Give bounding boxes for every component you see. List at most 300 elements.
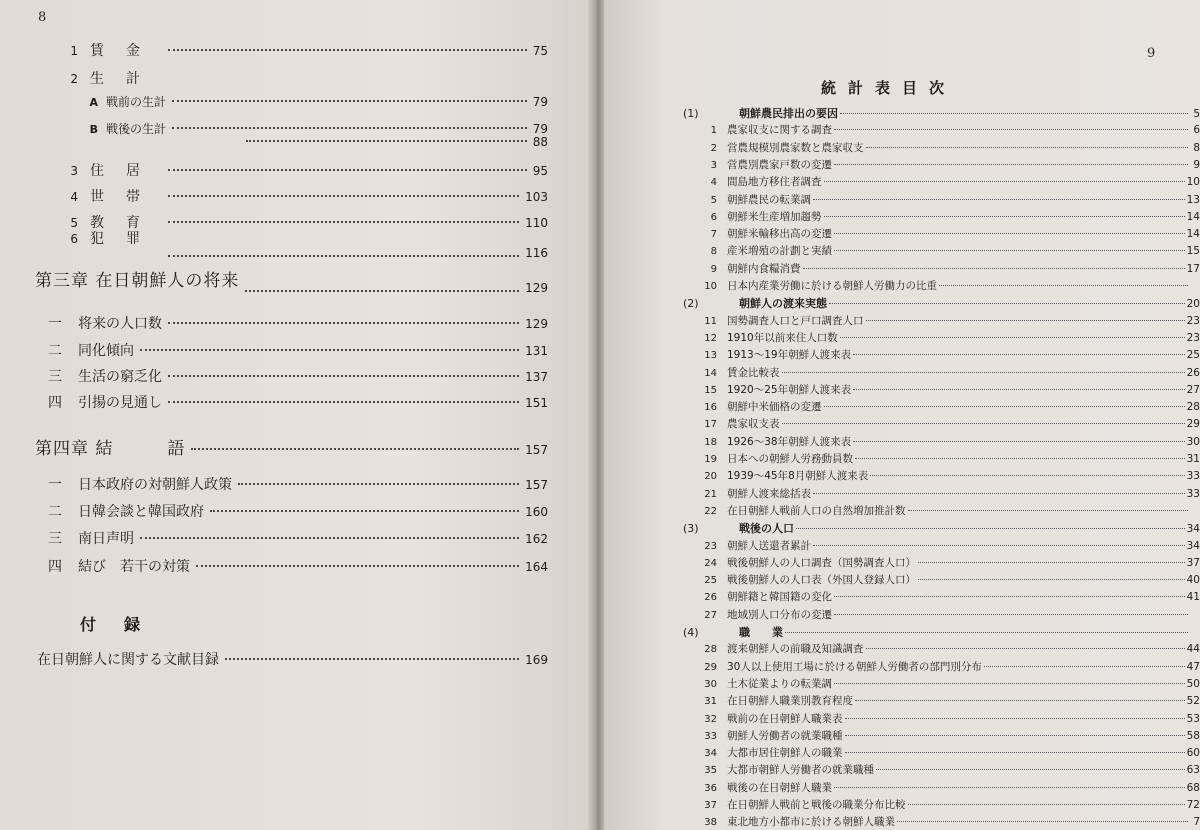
- dot-leader: [866, 320, 1185, 321]
- toc-section-3-1[interactable]: [48, 313, 548, 333]
- stat-page: 52: [1186, 695, 1200, 708]
- stat-label: 地域別人口分布の変遷: [727, 608, 832, 621]
- stat-section-heading[interactable]: [683, 624, 1200, 640]
- dot-leader: [172, 100, 527, 102]
- stat-page: 72: [1186, 799, 1200, 811]
- stat-table-row[interactable]: [683, 347, 1200, 362]
- dot-leader: [168, 221, 519, 223]
- stat-table-row[interactable]: [683, 382, 1200, 397]
- stat-number: 38: [704, 817, 717, 829]
- stat-page: 15: [1186, 245, 1200, 258]
- stat-label: 朝鮮人渡来総括表: [727, 487, 811, 500]
- stat-number: 5: [710, 194, 717, 206]
- stat-number: 26: [704, 592, 717, 604]
- stat-number: (4): [683, 626, 699, 639]
- dot-leader: [834, 596, 1185, 597]
- stat-table-row[interactable]: [683, 814, 1200, 829]
- stat-table-row[interactable]: [683, 641, 1200, 656]
- dot-leader: [834, 683, 1185, 684]
- stat-label: 朝鮮人労働者の就業職種: [727, 729, 843, 742]
- item-number: 2: [70, 72, 78, 86]
- section-page: 137: [525, 370, 548, 384]
- stat-label: 産米増殖の計劃と実績: [727, 245, 832, 258]
- stat-table-row[interactable]: [683, 711, 1200, 726]
- dot-leader: [824, 216, 1185, 217]
- toc-section-3-2[interactable]: [48, 340, 548, 360]
- toc-item-crime[interactable]: [48, 228, 548, 260]
- section-page: 157: [525, 478, 548, 492]
- stat-number: 9: [710, 263, 717, 275]
- dot-leader: [870, 475, 1184, 476]
- section-number: 三: [48, 369, 62, 385]
- stat-table-row[interactable]: [683, 157, 1200, 172]
- toc-item-prewar-livelihood[interactable]: [78, 93, 548, 110]
- stat-page: 47: [1186, 660, 1200, 673]
- dot-leader: [168, 375, 519, 377]
- left-page-number: 8: [38, 10, 47, 25]
- dot-leader: [853, 441, 1185, 442]
- dot-leader: [813, 199, 1185, 200]
- stat-number: 30: [704, 678, 717, 690]
- section-label: 日韓会談と韓国政府: [78, 504, 204, 520]
- stat-number: 29: [704, 661, 717, 673]
- item-number: 4: [70, 190, 78, 204]
- stat-table-row[interactable]: [683, 728, 1200, 743]
- item-number: 3: [70, 164, 78, 178]
- section-number: 四: [48, 559, 62, 575]
- appendix-heading: 付録: [80, 615, 169, 634]
- right-page: [604, 0, 1200, 830]
- right-page-number: 9: [1147, 46, 1156, 61]
- item-label: 教育: [90, 215, 162, 231]
- dot-leader: [829, 303, 1185, 304]
- stat-page: 53: [1186, 712, 1200, 725]
- stat-table-row[interactable]: [683, 192, 1200, 207]
- stat-label: 営農規模別農家数と農家収支: [727, 141, 864, 154]
- stat-label: 職 業: [739, 626, 783, 639]
- stat-number: 34: [704, 748, 717, 760]
- stat-table-row[interactable]: [683, 451, 1200, 466]
- stat-label: 1913～19年朝鮮人渡来表: [727, 349, 852, 362]
- stat-label: 朝鮮中米価格の変遷: [727, 401, 822, 414]
- stat-table-row[interactable]: [683, 503, 1200, 518]
- dot-leader: [245, 290, 519, 292]
- stat-page: 34: [1186, 539, 1200, 552]
- dot-leader: [168, 49, 527, 51]
- dot-leader: [813, 545, 1185, 546]
- stat-label: 賃金比較表: [727, 366, 780, 379]
- dot-leader: [984, 666, 1185, 667]
- stat-label: 朝鮮農民排出の要因: [739, 107, 838, 120]
- stat-label: 1920～25年朝鮮人渡来表: [727, 383, 852, 396]
- stat-number: 32: [704, 713, 717, 725]
- dot-leader: [834, 233, 1185, 234]
- stat-page: 10: [1186, 176, 1200, 189]
- stat-page: 17: [1186, 262, 1200, 275]
- dot-leader: [845, 718, 1185, 719]
- dot-leader: [824, 181, 1185, 182]
- stat-label: 間島地方移住者調査: [727, 176, 822, 189]
- stat-label: 日本への朝鮮人労務動員数: [727, 453, 853, 465]
- stat-number: 20: [704, 471, 717, 483]
- stat-page: 68: [1186, 781, 1200, 794]
- stat-label: 営農別農家戸数の変遷: [727, 158, 832, 171]
- stat-table-row[interactable]: [683, 797, 1200, 812]
- chapter-page: 157: [525, 443, 548, 457]
- section-number: 三: [48, 531, 62, 547]
- stat-table-row[interactable]: [683, 468, 1200, 483]
- stat-page: 37: [1186, 556, 1200, 569]
- dot-leader: [855, 700, 1185, 701]
- stat-label: 戦後の人口: [739, 522, 794, 536]
- dot-leader: [796, 528, 1185, 529]
- toc-section-4-1[interactable]: [48, 474, 548, 494]
- stat-label: 在日朝鮮人職業別教育程度: [727, 695, 853, 708]
- stat-number: 28: [704, 644, 717, 656]
- dot-leader: [840, 337, 1185, 338]
- dot-leader: [140, 349, 519, 351]
- section-label: 結び 若干の対策: [78, 559, 190, 575]
- stat-table-row[interactable]: [683, 607, 1200, 622]
- stat-section-heading[interactable]: [683, 295, 1200, 311]
- stat-label: 朝鮮米生産増加趨勢: [727, 210, 822, 223]
- section-page: 131: [525, 344, 548, 358]
- stat-table-row[interactable]: [683, 330, 1200, 345]
- stat-number: 2: [710, 142, 717, 154]
- dot-leader: [845, 752, 1185, 753]
- stat-table-row[interactable]: [683, 140, 1200, 155]
- stat-label: 大都市朝鮮人労働者の就業職種: [727, 764, 874, 777]
- item-page: 103: [525, 190, 548, 204]
- section-page: 162: [525, 532, 548, 546]
- dot-leader: [939, 285, 1188, 286]
- stat-table-row[interactable]: [683, 174, 1200, 189]
- stat-label: 農家収支表: [727, 418, 780, 431]
- stat-page: 34: [1186, 523, 1200, 536]
- dot-leader: [845, 735, 1185, 736]
- stat-table-row[interactable]: [683, 209, 1200, 224]
- stat-section-heading[interactable]: [683, 105, 1200, 121]
- item-number: 6: [70, 232, 78, 246]
- item-page: 79: [532, 95, 548, 109]
- toc-item-housing[interactable]: [48, 160, 548, 180]
- appendix-label: 在日朝鮮人に関する文献目録: [37, 652, 219, 668]
- section-label: 南日声明: [78, 531, 134, 547]
- stat-page: 30: [1186, 435, 1200, 448]
- stat-page: 60: [1186, 747, 1200, 760]
- stat-label: 土木従業よりの転業調: [727, 677, 832, 690]
- dot-leader: [866, 147, 1189, 148]
- stat-number: 17: [704, 419, 717, 431]
- dot-leader: [782, 423, 1185, 424]
- stat-page: 6: [1193, 124, 1200, 137]
- stat-number: (2): [683, 297, 699, 311]
- item-number: 5: [70, 216, 78, 230]
- toc-section-3-4[interactable]: [48, 392, 548, 412]
- section-label: 引揚の見通し: [78, 395, 162, 411]
- dot-leader: [834, 250, 1185, 251]
- left-page: [0, 0, 590, 830]
- toc-chapter-4[interactable]: [35, 434, 548, 459]
- stat-number: 12: [704, 332, 717, 344]
- dot-leader: [876, 769, 1185, 770]
- stat-table-row[interactable]: [683, 659, 1200, 674]
- dot-leader: [918, 579, 1185, 580]
- stat-label: 農家収支に関する調査: [727, 124, 832, 137]
- toc-chapter-3[interactable]: [35, 266, 548, 295]
- item-number: B: [89, 123, 98, 136]
- stat-number: 3: [710, 159, 717, 171]
- dot-leader: [908, 804, 1185, 805]
- item-label: 住居: [90, 163, 162, 179]
- toc-item-wages[interactable]: [48, 40, 548, 60]
- stat-table-row[interactable]: [683, 313, 1200, 328]
- section-page: 151: [525, 396, 548, 410]
- stat-label: 1939～45年8月朝鮮人渡来表: [727, 470, 869, 483]
- stat-page: 31: [1186, 453, 1200, 465]
- stat-label: 朝鮮米輸移出高の変遷: [727, 228, 832, 241]
- stat-page: 26: [1186, 366, 1200, 379]
- item-page: 88: [532, 135, 548, 149]
- stat-page: 14: [1186, 210, 1200, 223]
- stat-table-row[interactable]: [683, 780, 1200, 795]
- stat-number: 16: [704, 402, 717, 414]
- stat-table-row[interactable]: [683, 538, 1200, 553]
- dot-leader: [196, 565, 519, 567]
- stat-number: 23: [704, 540, 717, 552]
- section-number: 一: [48, 316, 62, 332]
- toc-continuation-line[interactable]: [240, 135, 548, 149]
- section-page: 160: [525, 505, 548, 519]
- dot-leader: [191, 448, 519, 450]
- stat-table-row[interactable]: [683, 572, 1200, 587]
- stat-page: 58: [1186, 729, 1200, 742]
- stat-number: 10: [704, 281, 717, 292]
- stat-page: 8: [1193, 141, 1200, 154]
- dot-leader: [225, 658, 519, 660]
- stat-label: 日本内産業労働に於ける朝鮮人労働力の比重: [727, 280, 937, 292]
- toc-section-3-3[interactable]: [48, 366, 548, 386]
- dot-leader: [824, 406, 1185, 407]
- section-number: 一: [48, 477, 62, 493]
- stat-label: 30人以上使用工場に於ける朝鮮人労働者の部門別分布: [727, 660, 982, 673]
- toc-section-4-3[interactable]: [48, 528, 548, 548]
- item-page: 79: [532, 122, 548, 136]
- stat-label: 朝鮮籍と韓国籍の変化: [727, 591, 832, 604]
- section-number: 二: [48, 343, 62, 359]
- dot-leader: [866, 648, 1185, 649]
- stat-page: 20: [1186, 298, 1200, 311]
- stat-number: 24: [704, 557, 717, 569]
- chapter-title: 第四章 結 語: [35, 439, 186, 459]
- item-label: 戦前の生計: [106, 95, 167, 109]
- section-number: 四: [48, 395, 62, 411]
- dot-leader: [782, 372, 1185, 373]
- stat-number: 22: [704, 505, 717, 517]
- stat-page: 5: [1193, 108, 1200, 120]
- stat-number: 18: [704, 436, 717, 448]
- stat-label: 在日朝鮮人戦前と戦後の職業分布比較: [727, 799, 906, 811]
- stat-label: 朝鮮農民の転業調: [727, 193, 811, 206]
- stat-number: 15: [704, 384, 717, 396]
- dot-leader: [918, 562, 1185, 563]
- stat-number: 8: [710, 246, 717, 258]
- section-label: 同化傾向: [78, 343, 134, 359]
- dot-leader: [803, 268, 1185, 269]
- section-label: 将来の人口数: [78, 316, 162, 332]
- stat-number: 14: [704, 367, 717, 379]
- stat-number: 21: [704, 488, 717, 500]
- dot-leader: [853, 389, 1185, 390]
- item-label: 賃金: [90, 43, 162, 59]
- dot-leader: [140, 537, 519, 539]
- stat-table-row[interactable]: [683, 555, 1200, 570]
- dot-leader: [834, 787, 1185, 788]
- stat-page: 9: [1193, 158, 1200, 171]
- stat-number: 1: [710, 125, 717, 137]
- dot-leader: [840, 113, 1188, 114]
- stat-label: 戦後朝鮮人の人口表（外国人登録人口）: [727, 574, 916, 587]
- stat-table-row[interactable]: [683, 278, 1200, 293]
- toc-item-household[interactable]: [48, 186, 548, 206]
- stat-page: 33: [1186, 487, 1200, 500]
- stat-number: (1): [683, 107, 699, 120]
- appendix-page: 169: [525, 653, 548, 667]
- stat-number: 27: [704, 609, 717, 621]
- stat-page: 33: [1186, 470, 1200, 483]
- stat-label: 1910年以前来住人口数: [727, 331, 838, 344]
- section-label: 生活の窮乏化: [78, 369, 162, 385]
- dot-leader: [168, 195, 519, 197]
- stat-page: 50: [1186, 677, 1200, 690]
- stat-number: 36: [704, 782, 717, 794]
- section-label: 日本政府の対朝鮮人政策: [78, 477, 232, 493]
- dot-leader: [238, 483, 519, 485]
- stat-table-row[interactable]: [683, 399, 1200, 414]
- item-label: 犯罪: [90, 231, 162, 247]
- dot-leader: [834, 614, 1188, 615]
- dot-leader: [785, 632, 1188, 633]
- stat-label: 戦後の在日朝鮮人職業: [727, 781, 832, 794]
- stat-table-row[interactable]: [683, 365, 1200, 380]
- item-page: 75: [532, 44, 548, 58]
- stat-number: 4: [710, 177, 717, 189]
- section-page: 164: [525, 560, 548, 574]
- stat-table-row[interactable]: [683, 745, 1200, 760]
- stat-page: 29: [1186, 418, 1200, 431]
- stat-label: 在日朝鮮人戦前人口の自然増加推計数: [727, 504, 906, 517]
- toc-section-4-2[interactable]: [48, 501, 548, 521]
- section-page: 129: [525, 317, 548, 331]
- chapter-page: 129: [525, 281, 548, 295]
- stat-number: 25: [704, 575, 717, 587]
- stat-number: 33: [704, 730, 717, 742]
- stat-label: 東北地方小都市に於ける朝鮮人職業: [727, 816, 895, 829]
- toc-item-livelihood[interactable]: [48, 68, 448, 88]
- dot-leader: [908, 510, 1189, 511]
- stat-page: 7: [1193, 816, 1200, 829]
- item-page: 110: [525, 216, 548, 230]
- section-number: 二: [48, 504, 62, 520]
- toc-appendix-bibliography[interactable]: [37, 649, 548, 669]
- dot-leader: [853, 354, 1185, 355]
- dot-leader: [168, 401, 519, 403]
- stat-page: 28: [1186, 401, 1200, 414]
- item-label: 生計: [90, 71, 162, 87]
- stat-table-row[interactable]: [683, 589, 1200, 604]
- stat-label: 朝鮮人送還者累計: [727, 539, 811, 552]
- stat-page: 63: [1186, 764, 1200, 777]
- stat-table-row[interactable]: [683, 122, 1200, 137]
- stat-label: 朝鮮人の渡来実態: [739, 297, 827, 311]
- stat-number: 35: [704, 765, 717, 777]
- stat-page: 44: [1186, 643, 1200, 656]
- stat-page: 40: [1186, 574, 1200, 587]
- stat-table-row[interactable]: [683, 416, 1200, 431]
- stat-page: 41: [1186, 591, 1200, 604]
- stat-page: 13: [1186, 193, 1200, 206]
- stat-table-row[interactable]: [683, 226, 1200, 241]
- stat-label: 大都市居住朝鮮人の職業: [727, 747, 843, 760]
- stat-page: 14: [1186, 228, 1200, 241]
- stat-table-row[interactable]: [683, 261, 1200, 276]
- stat-number: 31: [704, 696, 717, 708]
- stat-number: 19: [704, 454, 717, 465]
- stat-number: 13: [704, 350, 717, 362]
- stat-label: 戦後朝鮮人の人口調査（国勢調査人口）: [727, 556, 916, 569]
- dot-leader: [172, 127, 527, 129]
- item-number: A: [89, 96, 98, 109]
- dot-leader: [168, 169, 527, 171]
- stat-label: 朝鮮内食糧消費: [727, 262, 801, 275]
- stat-page: 23: [1186, 331, 1200, 344]
- stat-number: 11: [704, 315, 717, 327]
- stat-table-row[interactable]: [683, 486, 1200, 501]
- stat-label: 渡来朝鮮人の前職及知識調査: [727, 643, 864, 656]
- dot-leader: [168, 322, 519, 324]
- item-number: 1: [70, 44, 78, 58]
- dot-leader: [813, 493, 1185, 494]
- stat-label: 戦前の在日朝鮮人職業表: [727, 712, 843, 725]
- stat-number: 6: [710, 211, 717, 223]
- item-label: 世帯: [90, 189, 162, 205]
- stat-number: (3): [683, 522, 699, 536]
- dot-leader: [168, 255, 519, 257]
- dot-leader: [834, 129, 1188, 130]
- item-page: 95: [532, 164, 548, 178]
- stat-label: 国勢調査人口と戸口調査人口: [727, 314, 864, 327]
- stat-table-row[interactable]: [683, 676, 1200, 691]
- toc-section-4-4[interactable]: [48, 556, 548, 576]
- stat-label: 1926～38年朝鮮人渡来表: [727, 435, 852, 448]
- stat-section-heading[interactable]: [683, 520, 1200, 536]
- stat-table-row[interactable]: [683, 693, 1200, 708]
- item-label: 戦後の生計: [106, 122, 167, 136]
- chapter-title: 第三章 在日朝鮮人の将来: [35, 271, 240, 291]
- dot-leader: [897, 821, 1188, 822]
- dot-leader: [210, 510, 519, 512]
- stat-page: 25: [1186, 349, 1200, 362]
- stat-table-row[interactable]: [683, 434, 1200, 449]
- stat-table-row[interactable]: [683, 243, 1200, 258]
- dot-leader: [855, 458, 1185, 459]
- stat-number: 37: [704, 800, 717, 811]
- stat-number: 7: [710, 229, 717, 241]
- stat-table-row[interactable]: [683, 762, 1200, 777]
- dot-leader: [246, 140, 527, 142]
- stat-page: 27: [1186, 383, 1200, 396]
- dot-leader: [834, 164, 1188, 165]
